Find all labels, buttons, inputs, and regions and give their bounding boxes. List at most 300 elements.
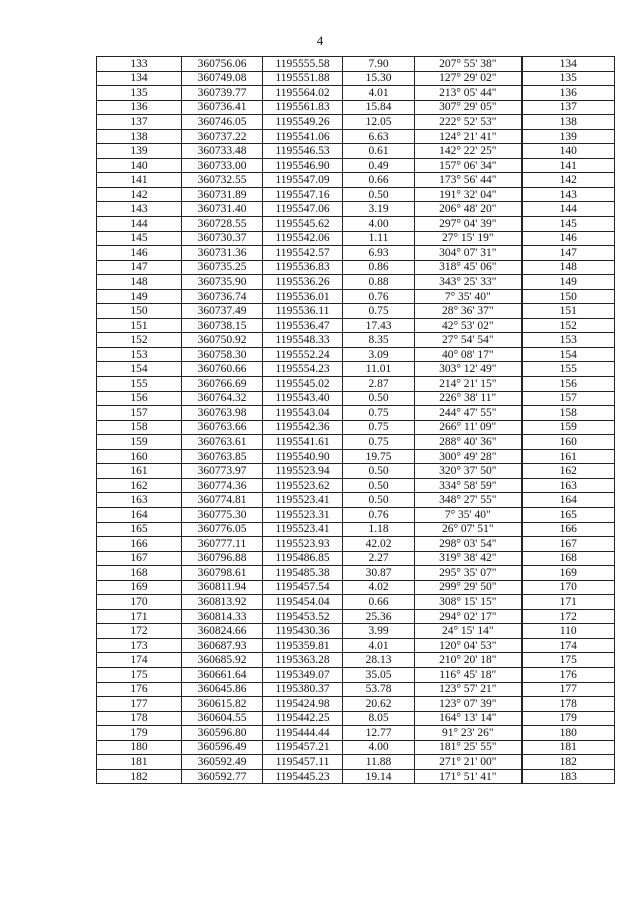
coordinates-table	[96, 56, 615, 784]
point-number-cell: 139	[97, 144, 182, 159]
distance-cell: 0.76	[343, 289, 415, 304]
bearing-cell: 298° 03' 54"	[415, 537, 522, 552]
table-row	[97, 551, 615, 566]
distance-cell: 42.02	[343, 537, 415, 552]
point-number-cell: 172	[97, 624, 182, 639]
bearing-cell: 40° 08' 17"	[415, 347, 522, 362]
bearing-cell: 210° 20' 18"	[415, 653, 522, 668]
table-row	[97, 420, 615, 435]
point-number-cell: 147	[97, 260, 182, 275]
y-coordinate-cell: 1195453.52	[263, 609, 343, 624]
next-point-cell: 137	[522, 100, 615, 115]
x-coordinate-cell: 360811.94	[182, 580, 263, 595]
distance-cell: 3.09	[343, 347, 415, 362]
x-coordinate-cell: 360731.40	[182, 202, 263, 217]
point-number-cell: 171	[97, 609, 182, 624]
x-coordinate-cell: 360766.69	[182, 377, 263, 392]
next-point-cell: 151	[522, 304, 615, 319]
next-point-cell: 170	[522, 580, 615, 595]
distance-cell: 0.75	[343, 420, 415, 435]
table-row	[97, 260, 615, 275]
point-number-cell: 144	[97, 217, 182, 232]
next-point-cell: 145	[522, 217, 615, 232]
x-coordinate-cell: 360776.05	[182, 522, 263, 537]
y-coordinate-cell: 1195536.47	[263, 318, 343, 333]
y-coordinate-cell: 1195564.02	[263, 86, 343, 101]
next-point-cell: 146	[522, 231, 615, 246]
bearing-cell: 206° 48' 20"	[415, 202, 522, 217]
x-coordinate-cell: 360798.61	[182, 566, 263, 581]
distance-cell: 30.87	[343, 566, 415, 581]
distance-cell: 0.75	[343, 435, 415, 450]
bearing-cell: 222° 52' 53"	[415, 115, 522, 130]
x-coordinate-cell: 360596.49	[182, 740, 263, 755]
point-number-cell: 156	[97, 391, 182, 406]
distance-cell: 35.05	[343, 667, 415, 682]
point-number-cell: 180	[97, 740, 182, 755]
y-coordinate-cell: 1195542.06	[263, 231, 343, 246]
distance-cell: 6.93	[343, 246, 415, 261]
distance-cell: 53.78	[343, 682, 415, 697]
next-point-cell: 154	[522, 347, 615, 362]
y-coordinate-cell: 1195349.07	[263, 667, 343, 682]
bearing-cell: 319° 38' 42"	[415, 551, 522, 566]
point-number-cell: 158	[97, 420, 182, 435]
next-point-cell: 177	[522, 682, 615, 697]
point-number-cell: 161	[97, 464, 182, 479]
distance-cell: 0.76	[343, 507, 415, 522]
x-coordinate-cell: 360777.11	[182, 537, 263, 552]
bearing-cell: 24° 15' 14"	[415, 624, 522, 639]
x-coordinate-cell: 360773.97	[182, 464, 263, 479]
bearing-cell: 181° 25' 55"	[415, 740, 522, 755]
x-coordinate-cell: 360737.22	[182, 129, 263, 144]
distance-cell: 4.01	[343, 86, 415, 101]
next-point-cell: 141	[522, 158, 615, 173]
bearing-cell: 164° 13' 14"	[415, 711, 522, 726]
y-coordinate-cell: 1195485.38	[263, 566, 343, 581]
point-number-cell: 164	[97, 507, 182, 522]
point-number-cell: 134	[97, 71, 182, 86]
point-number-cell: 151	[97, 318, 182, 333]
next-point-cell: 182	[522, 755, 615, 770]
bearing-cell: 142° 22' 25"	[415, 144, 522, 159]
next-point-cell: 143	[522, 187, 615, 202]
table-row	[97, 653, 615, 668]
next-point-cell: 155	[522, 362, 615, 377]
bearing-cell: 214° 21' 15"	[415, 377, 522, 392]
y-coordinate-cell: 1195523.41	[263, 493, 343, 508]
coordinates-table-body	[97, 57, 615, 784]
y-coordinate-cell: 1195430.36	[263, 624, 343, 639]
x-coordinate-cell: 360738.15	[182, 318, 263, 333]
bearing-cell: 334° 58' 59"	[415, 478, 522, 493]
next-point-cell: 172	[522, 609, 615, 624]
x-coordinate-cell: 360730.37	[182, 231, 263, 246]
x-coordinate-cell: 360813.92	[182, 595, 263, 610]
bearing-cell: 157° 06' 34"	[415, 158, 522, 173]
point-number-cell: 155	[97, 377, 182, 392]
table-row	[97, 144, 615, 159]
table-row	[97, 347, 615, 362]
y-coordinate-cell: 1195442.25	[263, 711, 343, 726]
y-coordinate-cell: 1195454.04	[263, 595, 343, 610]
bearing-cell: 42° 53' 02"	[415, 318, 522, 333]
distance-cell: 7.90	[343, 57, 415, 72]
distance-cell: 8.35	[343, 333, 415, 348]
x-coordinate-cell: 360687.93	[182, 638, 263, 653]
next-point-cell: 144	[522, 202, 615, 217]
table-row	[97, 173, 615, 188]
next-point-cell: 176	[522, 667, 615, 682]
x-coordinate-cell: 360736.41	[182, 100, 263, 115]
x-coordinate-cell: 360737.49	[182, 304, 263, 319]
distance-cell: 4.00	[343, 740, 415, 755]
distance-cell: 2.87	[343, 377, 415, 392]
table-row	[97, 333, 615, 348]
bearing-cell: 303° 12' 49"	[415, 362, 522, 377]
point-number-cell: 167	[97, 551, 182, 566]
bearing-cell: 116° 45' 18"	[415, 667, 522, 682]
next-point-cell: 148	[522, 260, 615, 275]
y-coordinate-cell: 1195551.88	[263, 71, 343, 86]
x-coordinate-cell: 360749.08	[182, 71, 263, 86]
y-coordinate-cell: 1195543.40	[263, 391, 343, 406]
point-number-cell: 140	[97, 158, 182, 173]
y-coordinate-cell: 1195457.21	[263, 740, 343, 755]
x-coordinate-cell: 360774.81	[182, 493, 263, 508]
x-coordinate-cell: 360735.90	[182, 275, 263, 290]
next-point-cell: 138	[522, 115, 615, 130]
bearing-cell: 295° 35' 07"	[415, 566, 522, 581]
x-coordinate-cell: 360764.32	[182, 391, 263, 406]
distance-cell: 17.43	[343, 318, 415, 333]
table-row	[97, 740, 615, 755]
distance-cell: 8.05	[343, 711, 415, 726]
next-point-cell: 157	[522, 391, 615, 406]
distance-cell: 0.75	[343, 304, 415, 319]
bearing-cell: 91° 23' 26"	[415, 726, 522, 741]
next-point-cell: 160	[522, 435, 615, 450]
x-coordinate-cell: 360615.82	[182, 697, 263, 712]
bearing-cell: 120° 04' 53"	[415, 638, 522, 653]
distance-cell: 1.18	[343, 522, 415, 537]
bearing-cell: 173° 56' 44"	[415, 173, 522, 188]
point-number-cell: 153	[97, 347, 182, 362]
distance-cell: 0.50	[343, 187, 415, 202]
distance-cell: 4.00	[343, 217, 415, 232]
x-coordinate-cell: 360661.64	[182, 667, 263, 682]
y-coordinate-cell: 1195542.57	[263, 246, 343, 261]
point-number-cell: 152	[97, 333, 182, 348]
y-coordinate-cell: 1195547.09	[263, 173, 343, 188]
bearing-cell: 308° 15' 15"	[415, 595, 522, 610]
y-coordinate-cell: 1195457.54	[263, 580, 343, 595]
distance-cell: 11.01	[343, 362, 415, 377]
x-coordinate-cell: 360746.05	[182, 115, 263, 130]
point-number-cell: 154	[97, 362, 182, 377]
bearing-cell: 318° 45' 06"	[415, 260, 522, 275]
x-coordinate-cell: 360736.74	[182, 289, 263, 304]
point-number-cell: 135	[97, 86, 182, 101]
y-coordinate-cell: 1195457.11	[263, 755, 343, 770]
y-coordinate-cell: 1195555.58	[263, 57, 343, 72]
table-row	[97, 377, 615, 392]
x-coordinate-cell: 360774.36	[182, 478, 263, 493]
bearing-cell: 299° 29' 50"	[415, 580, 522, 595]
distance-cell: 12.05	[343, 115, 415, 130]
next-point-cell: 142	[522, 173, 615, 188]
distance-cell: 20.62	[343, 697, 415, 712]
bearing-cell: 123° 57' 21"	[415, 682, 522, 697]
bearing-cell: 7° 35' 40"	[415, 289, 522, 304]
next-point-cell: 180	[522, 726, 615, 741]
bearing-cell: 226° 38' 11"	[415, 391, 522, 406]
table-row	[97, 57, 615, 72]
bearing-cell: 244° 47' 55"	[415, 406, 522, 421]
next-point-cell: 136	[522, 86, 615, 101]
x-coordinate-cell: 360763.66	[182, 420, 263, 435]
next-point-cell: 156	[522, 377, 615, 392]
table-row	[97, 478, 615, 493]
next-point-cell: 178	[522, 697, 615, 712]
bearing-cell: 294° 02' 17"	[415, 609, 522, 624]
table-row	[97, 507, 615, 522]
x-coordinate-cell: 360731.36	[182, 246, 263, 261]
table-row	[97, 580, 615, 595]
point-number-cell: 133	[97, 57, 182, 72]
x-coordinate-cell: 360758.30	[182, 347, 263, 362]
next-point-cell: 153	[522, 333, 615, 348]
next-point-cell: 179	[522, 711, 615, 726]
table-row	[97, 624, 615, 639]
next-point-cell: 175	[522, 653, 615, 668]
y-coordinate-cell: 1195546.90	[263, 158, 343, 173]
point-number-cell: 150	[97, 304, 182, 319]
bearing-cell: 191° 32' 04"	[415, 187, 522, 202]
y-coordinate-cell: 1195542.36	[263, 420, 343, 435]
next-point-cell: 158	[522, 406, 615, 421]
table-row	[97, 217, 615, 232]
next-point-cell: 139	[522, 129, 615, 144]
next-point-cell: 161	[522, 449, 615, 464]
table-row	[97, 464, 615, 479]
x-coordinate-cell: 360732.55	[182, 173, 263, 188]
distance-cell: 3.99	[343, 624, 415, 639]
y-coordinate-cell: 1195543.04	[263, 406, 343, 421]
y-coordinate-cell: 1195552.24	[263, 347, 343, 362]
bearing-cell: 343° 25' 33"	[415, 275, 522, 290]
x-coordinate-cell: 360739.77	[182, 86, 263, 101]
distance-cell: 12.77	[343, 726, 415, 741]
x-coordinate-cell: 360592.49	[182, 755, 263, 770]
distance-cell: 0.61	[343, 144, 415, 159]
table-row	[97, 158, 615, 173]
y-coordinate-cell: 1195547.06	[263, 202, 343, 217]
table-row	[97, 231, 615, 246]
next-point-cell: 135	[522, 71, 615, 86]
next-point-cell: 152	[522, 318, 615, 333]
distance-cell: 2.27	[343, 551, 415, 566]
x-coordinate-cell: 360763.61	[182, 435, 263, 450]
point-number-cell: 179	[97, 726, 182, 741]
next-point-cell: 168	[522, 551, 615, 566]
y-coordinate-cell: 1195523.62	[263, 478, 343, 493]
table-row	[97, 726, 615, 741]
point-number-cell: 157	[97, 406, 182, 421]
point-number-cell: 182	[97, 769, 182, 784]
x-coordinate-cell: 360763.98	[182, 406, 263, 421]
point-number-cell: 173	[97, 638, 182, 653]
point-number-cell: 170	[97, 595, 182, 610]
point-number-cell: 174	[97, 653, 182, 668]
bearing-cell: 304° 07' 31"	[415, 246, 522, 261]
table-row	[97, 202, 615, 217]
distance-cell: 0.50	[343, 464, 415, 479]
y-coordinate-cell: 1195523.41	[263, 522, 343, 537]
table-row	[97, 318, 615, 333]
distance-cell: 11.88	[343, 755, 415, 770]
point-number-cell: 162	[97, 478, 182, 493]
distance-cell: 0.50	[343, 493, 415, 508]
table-row	[97, 493, 615, 508]
distance-cell: 0.86	[343, 260, 415, 275]
point-number-cell: 149	[97, 289, 182, 304]
y-coordinate-cell: 1195549.26	[263, 115, 343, 130]
bearing-cell: 271° 21' 00"	[415, 755, 522, 770]
distance-cell: 3.19	[343, 202, 415, 217]
x-coordinate-cell: 360775.30	[182, 507, 263, 522]
table-row	[97, 769, 615, 784]
table-row	[97, 682, 615, 697]
x-coordinate-cell: 360733.00	[182, 158, 263, 173]
next-point-cell: 169	[522, 566, 615, 581]
point-number-cell: 177	[97, 697, 182, 712]
x-coordinate-cell: 360760.66	[182, 362, 263, 377]
point-number-cell: 143	[97, 202, 182, 217]
x-coordinate-cell: 360731.89	[182, 187, 263, 202]
distance-cell: 1.11	[343, 231, 415, 246]
x-coordinate-cell: 360645.86	[182, 682, 263, 697]
table-row	[97, 435, 615, 450]
bearing-cell: 124° 21' 41"	[415, 129, 522, 144]
distance-cell: 28.13	[343, 653, 415, 668]
bearing-cell: 27° 54' 54"	[415, 333, 522, 348]
table-row	[97, 187, 615, 202]
x-coordinate-cell: 360604.55	[182, 711, 263, 726]
y-coordinate-cell: 1195523.93	[263, 537, 343, 552]
y-coordinate-cell: 1195424.98	[263, 697, 343, 712]
point-number-cell: 169	[97, 580, 182, 595]
point-number-cell: 165	[97, 522, 182, 537]
x-coordinate-cell: 360596.80	[182, 726, 263, 741]
point-number-cell: 137	[97, 115, 182, 130]
distance-cell: 0.50	[343, 478, 415, 493]
distance-cell: 0.66	[343, 595, 415, 610]
point-number-cell: 148	[97, 275, 182, 290]
y-coordinate-cell: 1195547.16	[263, 187, 343, 202]
y-coordinate-cell: 1195541.61	[263, 435, 343, 450]
point-number-cell: 136	[97, 100, 182, 115]
distance-cell: 0.50	[343, 391, 415, 406]
distance-cell: 4.01	[343, 638, 415, 653]
table-row	[97, 362, 615, 377]
y-coordinate-cell: 1195541.06	[263, 129, 343, 144]
next-point-cell: 167	[522, 537, 615, 552]
x-coordinate-cell: 360763.85	[182, 449, 263, 464]
table-row	[97, 697, 615, 712]
point-number-cell: 176	[97, 682, 182, 697]
distance-cell: 0.75	[343, 406, 415, 421]
y-coordinate-cell: 1195546.53	[263, 144, 343, 159]
distance-cell: 19.14	[343, 769, 415, 784]
point-number-cell: 141	[97, 173, 182, 188]
point-number-cell: 163	[97, 493, 182, 508]
y-coordinate-cell: 1195444.44	[263, 726, 343, 741]
y-coordinate-cell: 1195540.90	[263, 449, 343, 464]
y-coordinate-cell: 1195536.11	[263, 304, 343, 319]
table-row	[97, 86, 615, 101]
next-point-cell: 164	[522, 493, 615, 508]
table-row	[97, 609, 615, 624]
next-point-cell: 165	[522, 507, 615, 522]
y-coordinate-cell: 1195545.62	[263, 217, 343, 232]
distance-cell: 4.02	[343, 580, 415, 595]
y-coordinate-cell: 1195536.01	[263, 289, 343, 304]
x-coordinate-cell: 360756.06	[182, 57, 263, 72]
table-row	[97, 406, 615, 421]
x-coordinate-cell: 360728.55	[182, 217, 263, 232]
x-coordinate-cell: 360685.92	[182, 653, 263, 668]
next-point-cell: 147	[522, 246, 615, 261]
table-row	[97, 115, 615, 130]
y-coordinate-cell: 1195548.33	[263, 333, 343, 348]
table-row	[97, 275, 615, 290]
x-coordinate-cell: 360733.48	[182, 144, 263, 159]
next-point-cell: 163	[522, 478, 615, 493]
y-coordinate-cell: 1195363.28	[263, 653, 343, 668]
distance-cell: 0.66	[343, 173, 415, 188]
next-point-cell: 183	[522, 769, 615, 784]
table-row	[97, 537, 615, 552]
bearing-cell: 213° 05' 44"	[415, 86, 522, 101]
next-point-cell: 150	[522, 289, 615, 304]
next-point-cell: 159	[522, 420, 615, 435]
bearing-cell: 300° 49' 28"	[415, 449, 522, 464]
bearing-cell: 266° 11' 09"	[415, 420, 522, 435]
distance-cell: 0.49	[343, 158, 415, 173]
page-number: 4	[316, 33, 324, 48]
bearing-cell: 171° 51' 41"	[415, 769, 522, 784]
bearing-cell: 348° 27' 55"	[415, 493, 522, 508]
x-coordinate-cell: 360592.77	[182, 769, 263, 784]
table-row	[97, 711, 615, 726]
bearing-cell: 307° 29' 05"	[415, 100, 522, 115]
bearing-cell: 297° 04' 39"	[415, 217, 522, 232]
y-coordinate-cell: 1195536.26	[263, 275, 343, 290]
point-number-cell: 166	[97, 537, 182, 552]
bearing-cell: 27° 15' 19"	[415, 231, 522, 246]
distance-cell: 19.75	[343, 449, 415, 464]
point-number-cell: 168	[97, 566, 182, 581]
bearing-cell: 320° 37' 50"	[415, 464, 522, 479]
x-coordinate-cell: 360750.92	[182, 333, 263, 348]
y-coordinate-cell: 1195523.31	[263, 507, 343, 522]
point-number-cell: 175	[97, 667, 182, 682]
next-point-cell: 181	[522, 740, 615, 755]
table-row	[97, 522, 615, 537]
y-coordinate-cell: 1195359.81	[263, 638, 343, 653]
